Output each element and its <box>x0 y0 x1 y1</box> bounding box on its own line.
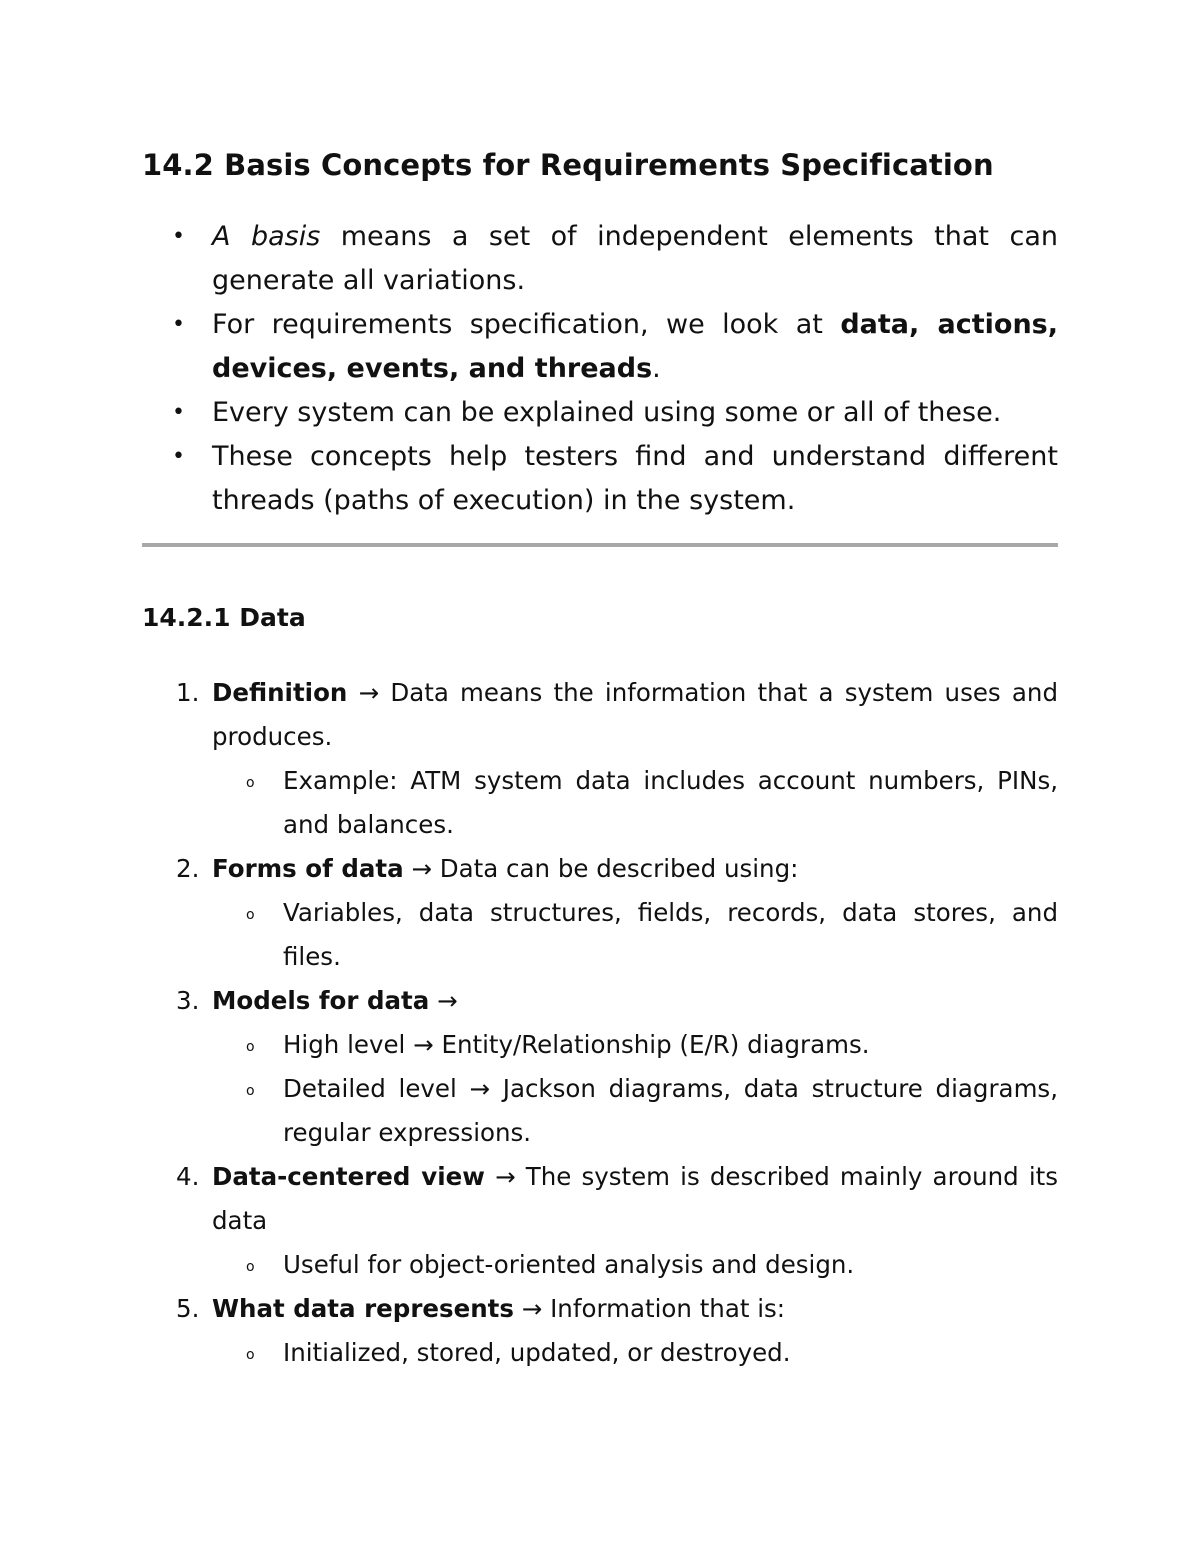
sub-item-text: Initialized, stored, updated, or destroyed. <box>283 1338 791 1367</box>
circle-bullet-icon: o <box>246 775 255 791</box>
list-item-what-data-represents <box>142 1287 1058 1375</box>
circle-bullet-icon: o <box>246 1259 255 1275</box>
bullet-bold-terms: data, actions, devices, events, and threads <box>212 309 1058 384</box>
item-number: 1. <box>176 678 200 707</box>
arrow-icon: → <box>358 678 380 707</box>
sub-list-item <box>212 1331 1058 1375</box>
item-desc: Data means the information that a system uses and produces. <box>212 678 1058 751</box>
item-number: 3. <box>176 986 200 1015</box>
circle-bullet-icon: o <box>246 1347 255 1363</box>
bullet-text: Every system can be explained using some or all of these. <box>212 397 1002 428</box>
bullet-basis-definition <box>142 215 1058 303</box>
bullet-text: These concepts help testers find and understand different threads (paths of execution) in the system. <box>212 441 1058 516</box>
sub-list <box>212 1331 1058 1375</box>
sub-item-text: Example: ATM system data includes account numbers, PINs, and balances. <box>283 766 1058 839</box>
arrow-icon: → <box>521 1294 543 1323</box>
subsection-title: 14.2.1 Data <box>142 603 306 632</box>
sub-list-item <box>212 1067 1058 1155</box>
sub-list <box>212 1243 1058 1287</box>
section-title: 14.2 Basis Concepts for Requirements Specification <box>142 148 994 182</box>
list-item-data-centered-view <box>142 1155 1058 1287</box>
bullet-text-end: . <box>652 353 661 384</box>
arrow-icon: → <box>495 1162 516 1191</box>
item-term: Forms of data <box>212 854 404 883</box>
circle-bullet-icon: o <box>246 1039 255 1055</box>
sub-list-item <box>212 759 1058 847</box>
sub-list <box>212 891 1058 979</box>
bullet-icon: • <box>172 224 185 249</box>
item-term: What data represents <box>212 1294 514 1323</box>
item-term: Definition <box>212 678 348 707</box>
arrow-icon: → <box>437 986 458 1015</box>
data-numbered-list <box>142 671 1058 1375</box>
concepts-bullet-list <box>142 215 1058 523</box>
sub-list-item <box>212 1243 1058 1287</box>
sub-list-item <box>212 891 1058 979</box>
sub-list <box>212 1023 1058 1155</box>
item-term: Models for data <box>212 986 430 1015</box>
sub-item-text: Detailed level → Jackson diagrams, data structure diagrams, regular expressions. <box>283 1074 1058 1147</box>
arrow-icon: → <box>411 854 432 883</box>
circle-bullet-icon: o <box>246 907 255 923</box>
basis-term: basis <box>250 221 321 252</box>
sub-list <box>212 759 1058 847</box>
bullet-every-system <box>142 391 1058 435</box>
sub-item-text: Variables, data structures, fields, records, data stores, and files. <box>283 898 1058 971</box>
item-number: 5. <box>176 1294 200 1323</box>
circle-bullet-icon: o <box>246 1083 255 1099</box>
item-desc: Data can be described using: <box>431 854 799 883</box>
item-number: 4. <box>176 1162 200 1191</box>
bullet-icon: • <box>172 312 185 337</box>
bullet-icon: • <box>172 400 185 425</box>
list-item-models-for-data <box>142 979 1058 1155</box>
bullet-requirements-spec <box>142 303 1058 391</box>
bullet-icon: • <box>172 444 185 469</box>
sub-item-text: Useful for object-oriented analysis and design. <box>283 1250 855 1279</box>
bullet-text: means a set of independent elements that can generate all variations. <box>212 221 1058 296</box>
bullet-text: For requirements specification, we look at <box>212 309 841 340</box>
list-item-definition <box>142 671 1058 847</box>
sub-item-text: High level → Entity/Relationship (E/R) diagrams. <box>283 1030 870 1059</box>
horizontal-divider <box>142 543 1058 547</box>
sub-list-item <box>212 1023 1058 1067</box>
bullet-testers-threads <box>142 435 1058 523</box>
item-term: Data-centered view <box>212 1162 485 1191</box>
list-item-forms-of-data <box>142 847 1058 979</box>
bullet-text-prefix: A <box>212 221 251 252</box>
item-desc: The system is described mainly around its data <box>212 1162 1059 1235</box>
item-desc: Information that is: <box>542 1294 786 1323</box>
item-number: 2. <box>176 854 200 883</box>
